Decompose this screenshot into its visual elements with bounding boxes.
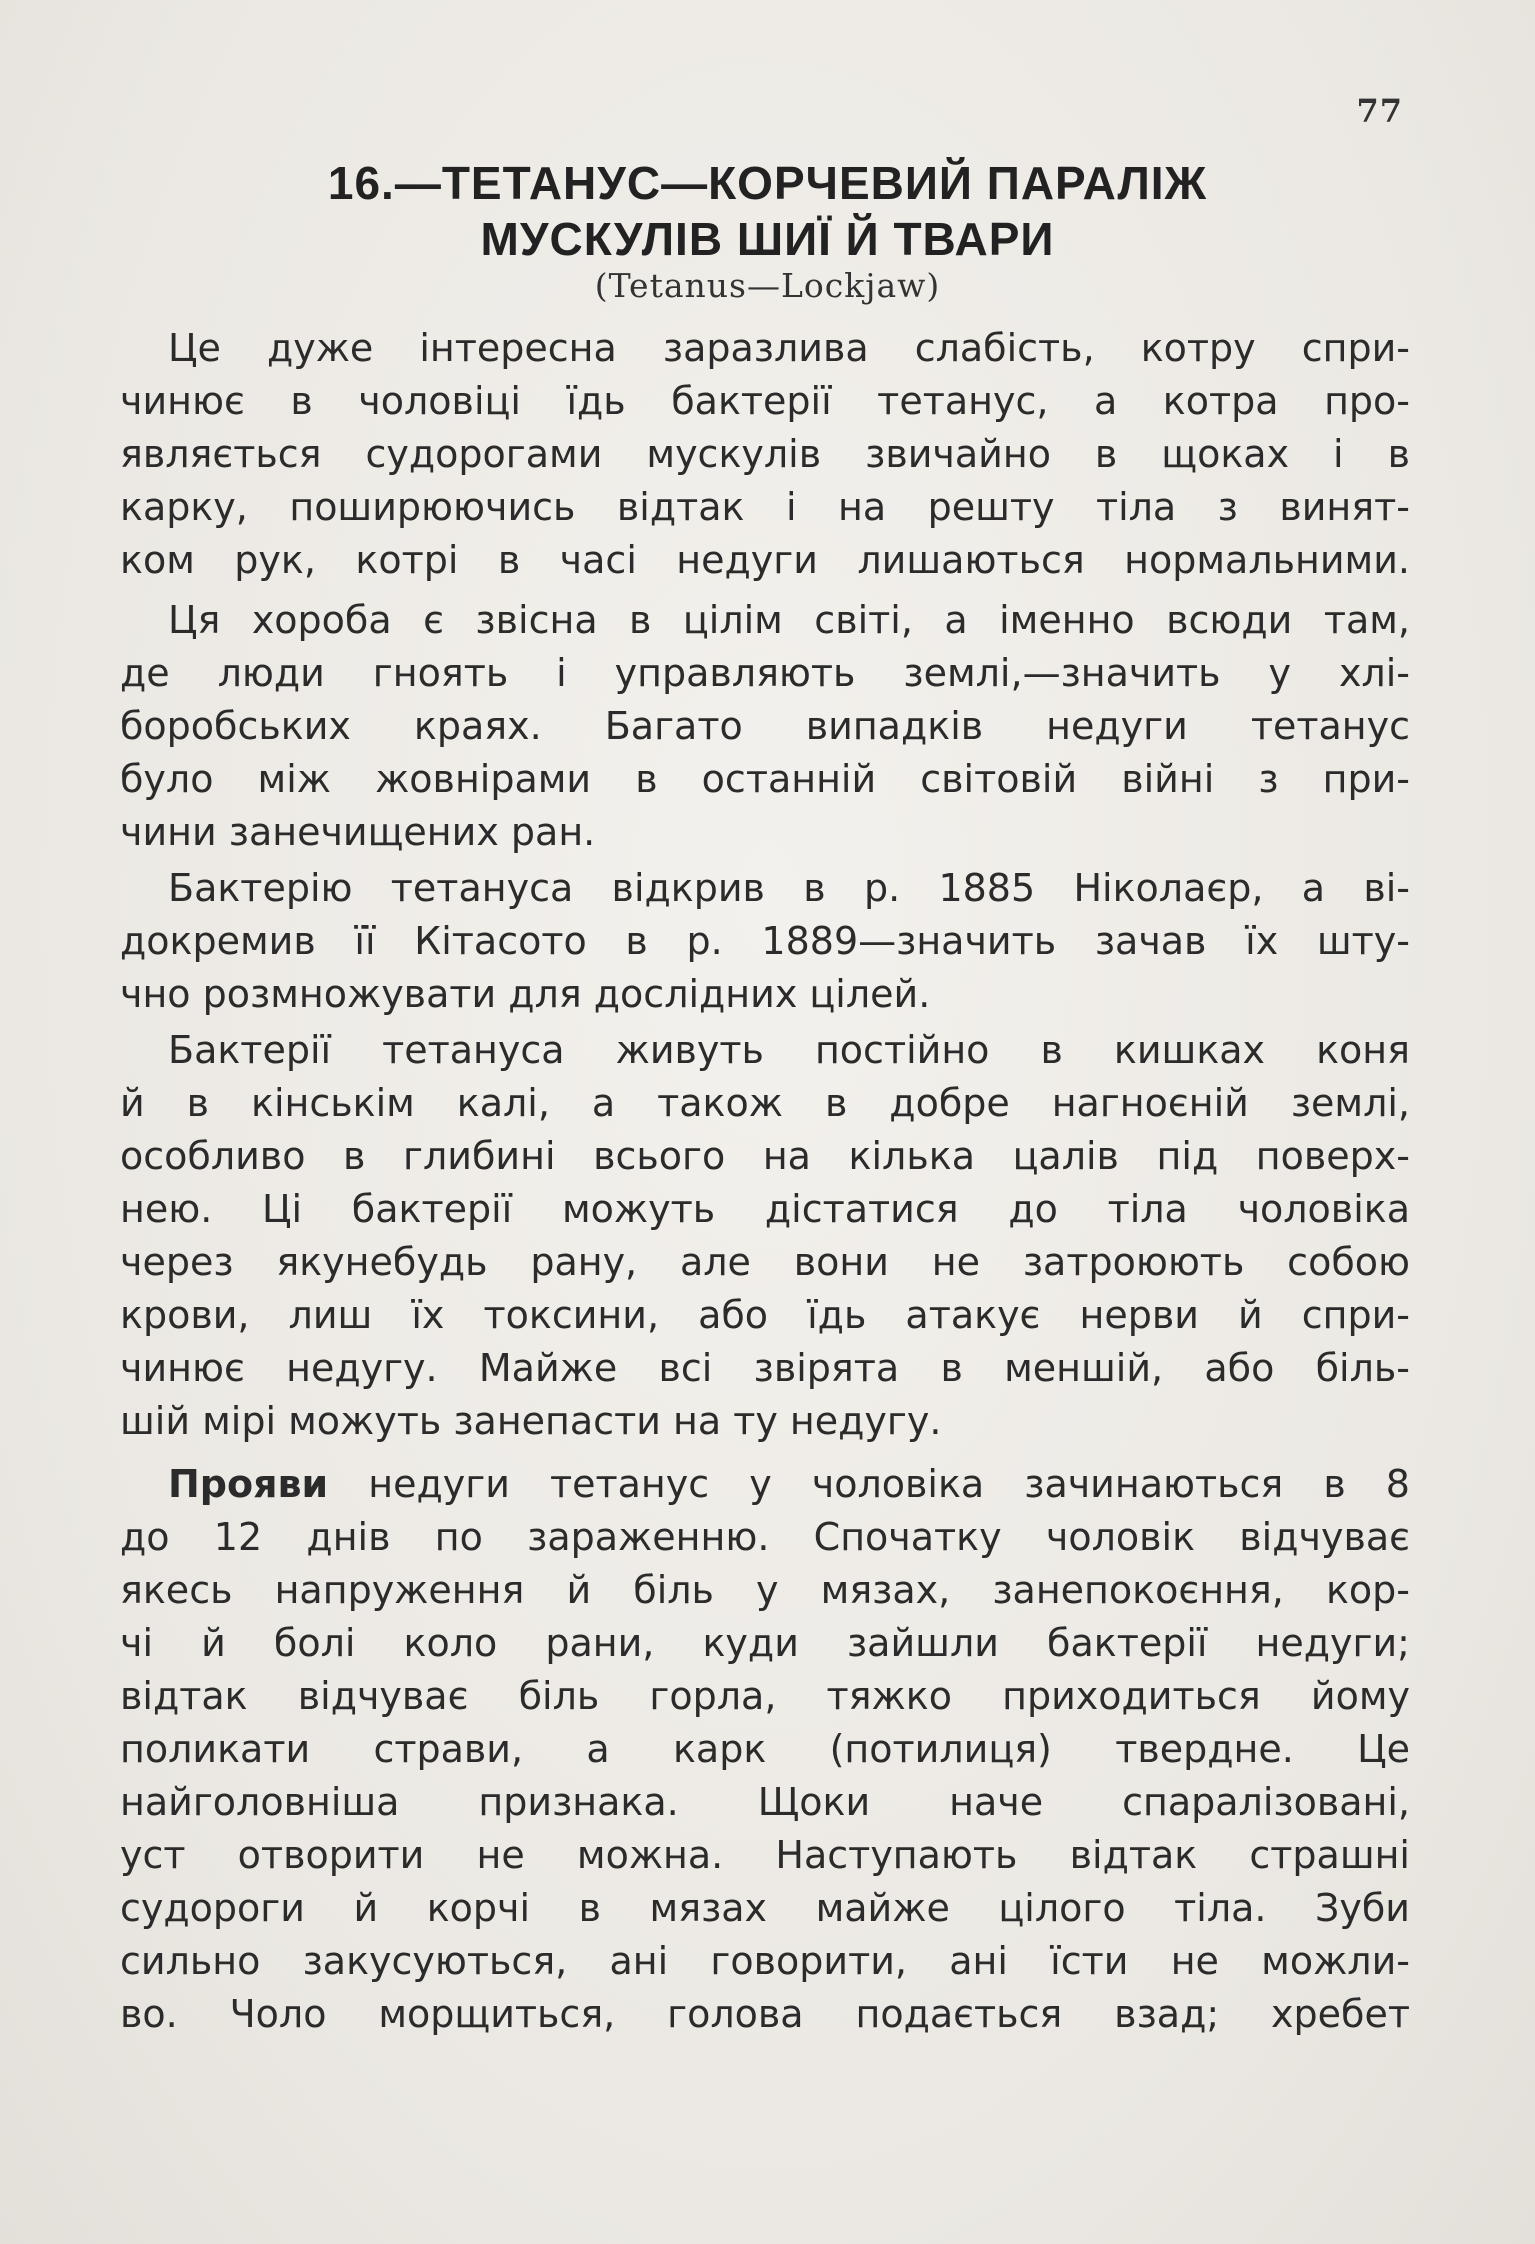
paragraph-line: карку, поширюючись відтак і на решту тіла з винят- xyxy=(120,485,1410,529)
chapter-subtitle: (Tetanus—Lockjaw) xyxy=(594,266,941,305)
paragraph-line: Бактерію тетануса відкрив в р. 1885 Ніколаєр, а ві- xyxy=(168,866,1410,910)
paragraph-line: докремив її Кітасото в р. 1889—значить зачав їх шту- xyxy=(120,919,1410,963)
paragraph-line: Ця хороба є звісна в цілім світі, а іменно всюди там, xyxy=(168,598,1410,642)
paragraph-line: якесь напруження й біль у мязах, занепокоєння, кор- xyxy=(120,1568,1410,1612)
paragraph-line: до 12 днів по зараженню. Спочатку чоловік відчуває xyxy=(120,1515,1410,1559)
paragraph-line: було між жовнірами в останній світовій війні з при- xyxy=(120,757,1410,801)
paragraph-line: чі й болі коло рани, куди зайшли бактерії недуги; xyxy=(120,1621,1410,1665)
paragraph-line: Це дуже інтересна заразлива слабість, котру спри- xyxy=(168,326,1410,370)
paragraph-line: чини занечищених ран. xyxy=(120,810,596,854)
paragraph-line: чинює в чоловіці їдь бактерії тетанус, а котра про- xyxy=(120,379,1410,423)
paragraph-line: крови, лиш їх токсини, або їдь атакує нерви й спри- xyxy=(120,1293,1410,1337)
paragraph-line: особливо в глибині всього на кілька цалів під поверх- xyxy=(120,1134,1410,1178)
paragraph-line: во. Чоло морщиться, голова подається взад; хребет xyxy=(120,1992,1410,2036)
paragraph-line: нею. Ці бактерії можуть дістатися до тіла чоловіка xyxy=(120,1187,1410,1231)
paragraph-line: Бактерії тетануса живуть постійно в кишках коня xyxy=(168,1028,1410,1072)
paragraph-1 xyxy=(120,322,1410,587)
chapter-title-line-2: МУСКУЛІВ ШИЇ Й ТВАРИ xyxy=(480,213,1055,265)
paragraph-line: поликати страви, а карк (потилиця) твердне. Це xyxy=(120,1727,1410,1771)
chapter-title xyxy=(0,155,1535,267)
paragraph-line: ком рук, котрі в часі недуги лишаються нормальними. xyxy=(120,538,1410,582)
paragraph-line xyxy=(120,1458,1410,1511)
paragraph-line: відтак відчуває біль горла, тяжко приходиться йому xyxy=(120,1674,1410,1718)
paragraph-line: судороги й корчі в мязах майже цілого тіла. Зуби xyxy=(120,1886,1410,1930)
paragraph-line: й в кінськім калі, а також в добре нагноєній землі, xyxy=(120,1081,1410,1125)
paragraph-2 xyxy=(120,594,1410,859)
paragraph-line: де люди гноять і управляють землі,—значить у хлі- xyxy=(120,651,1410,695)
paragraph-line: являється судорогами мускулів звичайно в щоках і в xyxy=(120,432,1410,476)
paragraph-3 xyxy=(120,862,1410,1021)
paragraph-line: уст отворити не можна. Наступають відтак страшні xyxy=(120,1833,1410,1877)
paragraph-line: боробських краях. Багато випадків недуги тетанус xyxy=(120,704,1410,748)
page-number: 77 xyxy=(1356,92,1403,130)
paragraph-line: чно розмножувати для дослідних цілей. xyxy=(120,972,931,1016)
paragraph-line: через якунебудь рану, але вони не затроюють собою xyxy=(120,1240,1410,1284)
paragraph-line: найголовніша признака. Щоки наче спаралізовані, xyxy=(120,1780,1410,1824)
paragraph-lead-rest: недуги тетанус у чоловіка зачинаються в 8 xyxy=(328,1462,1410,1506)
paragraph-5 xyxy=(120,1458,1410,2041)
paragraph-line: чинює недугу. Майже всі звірята в меншій, або біль- xyxy=(120,1346,1410,1390)
chapter-title-line-1: 16.—ТЕТАНУС—КОРЧЕВИЙ ПАРАЛІЖ xyxy=(327,157,1208,209)
paragraph-line: сильно закусуються, ані говорити, ані їсти не можли- xyxy=(120,1939,1410,1983)
paragraph-line: шій мірі можуть занепасти на ту недугу. xyxy=(120,1399,942,1443)
paragraph-4 xyxy=(120,1024,1410,1448)
paragraph-lead-bold: Прояви xyxy=(168,1462,329,1506)
